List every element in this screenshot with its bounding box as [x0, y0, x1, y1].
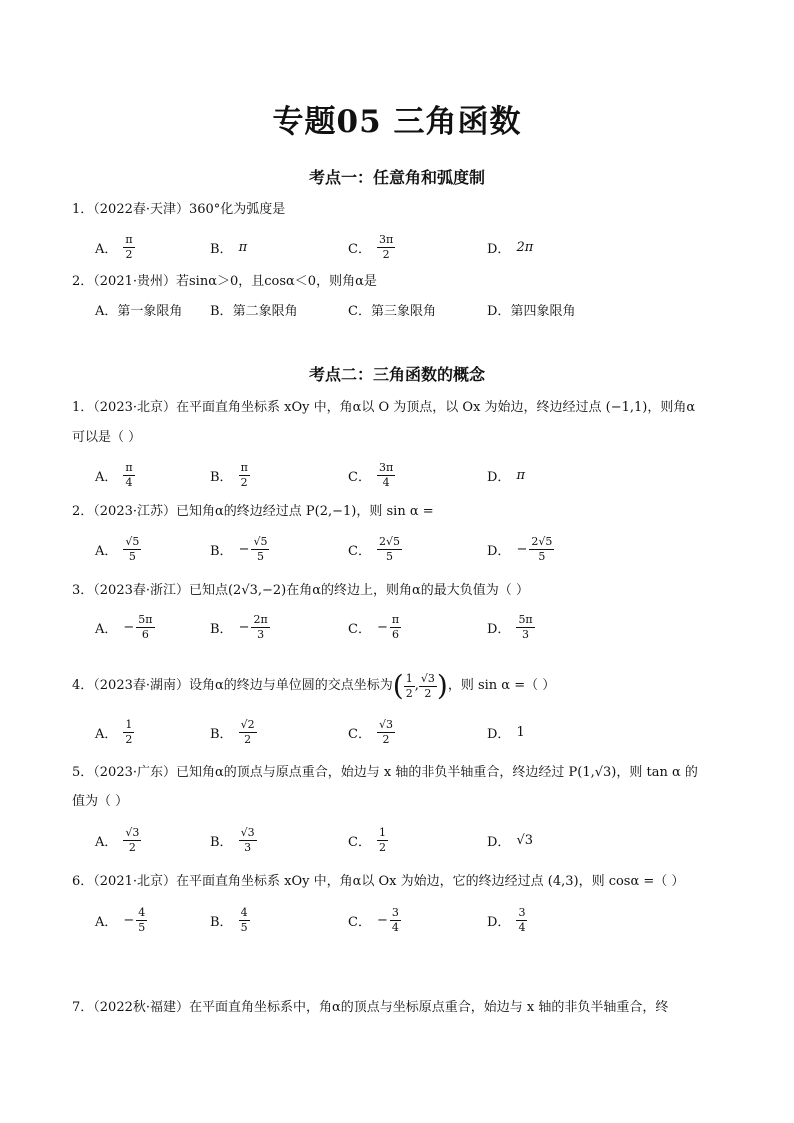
- option-label: B．: [210, 914, 233, 930]
- fraction: [123, 233, 134, 262]
- option-label: C．: [348, 469, 371, 485]
- option-a: [95, 229, 135, 265]
- numerator: 2√5: [531, 534, 553, 548]
- close-paren: ): [436, 669, 448, 702]
- denominator: 2: [378, 840, 386, 854]
- numerator: π: [125, 460, 133, 474]
- numerator: 2√5: [378, 534, 400, 548]
- fraction: [516, 906, 527, 935]
- option-c: [348, 609, 401, 645]
- denominator: 5: [128, 549, 136, 563]
- fraction: [251, 535, 269, 564]
- fraction: [404, 672, 415, 701]
- denominator: 2: [382, 247, 390, 261]
- fraction: [239, 906, 250, 935]
- numerator: 2π: [253, 612, 268, 626]
- option-b: [210, 902, 250, 938]
- fraction: [251, 613, 269, 642]
- fraction: [136, 613, 154, 642]
- denominator: 5: [256, 549, 264, 563]
- option-a: [95, 822, 141, 858]
- option-a: [95, 531, 141, 567]
- option-d: [487, 714, 525, 750]
- denominator: 6: [141, 627, 149, 641]
- option-label: D．: [487, 543, 511, 559]
- option-label: C．: [348, 543, 371, 559]
- options-s2-q3: [0, 609, 794, 645]
- options-s1-q1: [0, 229, 794, 265]
- question-s2-q1-cont: 可以是（ ）: [72, 430, 142, 445]
- fraction: [377, 535, 402, 564]
- options-s2-q4: [0, 714, 794, 750]
- fraction: [377, 826, 388, 855]
- numerator: 4: [240, 905, 248, 919]
- option-text: 第一象限角: [117, 304, 183, 319]
- minus-sign: −: [376, 619, 388, 635]
- minus-sign: −: [123, 619, 135, 635]
- question-text-after: ，则 sin α =（ ）: [447, 678, 556, 693]
- section-heading-2: 考点二：三角函数的概念: [308, 365, 485, 384]
- option-b: [210, 822, 257, 858]
- fraction: [377, 718, 395, 747]
- numerator: π: [125, 232, 133, 246]
- option-text: π: [516, 467, 525, 483]
- option-label: A．: [95, 543, 118, 559]
- fraction: [390, 906, 401, 935]
- option-a: [95, 902, 147, 938]
- option-text: 2π: [516, 239, 534, 255]
- numerator: π: [391, 612, 400, 626]
- option-d: [487, 609, 535, 645]
- numerator: √5: [125, 534, 140, 548]
- denominator: 5: [138, 920, 146, 934]
- fraction: [419, 672, 437, 701]
- numerator: √5: [253, 534, 268, 548]
- option-b: [210, 300, 298, 319]
- denominator: 5: [385, 549, 393, 563]
- fraction: [123, 718, 134, 747]
- option-a: [95, 457, 135, 493]
- option-c: [348, 902, 401, 938]
- option-label: A．: [95, 304, 118, 319]
- numerator: π: [240, 460, 248, 474]
- numerator: √3: [378, 717, 393, 731]
- option-label: B．: [210, 621, 233, 637]
- minus-sign: −: [123, 912, 135, 928]
- option-b: [210, 714, 257, 750]
- option-label: D．: [487, 621, 511, 637]
- denominator: 5: [240, 920, 248, 934]
- minus-sign: −: [238, 541, 250, 557]
- denominator: 5: [538, 549, 546, 563]
- option-label: B．: [210, 543, 233, 559]
- fraction: [239, 718, 257, 747]
- open-paren: (: [392, 669, 404, 702]
- fraction: [377, 461, 395, 490]
- options-s2-q6: [0, 902, 794, 938]
- option-label: C．: [348, 241, 371, 257]
- option-d: [487, 902, 527, 938]
- option-c: [348, 229, 395, 265]
- option-text: 第二象限角: [232, 304, 298, 319]
- fraction: [377, 233, 395, 262]
- question-s1-q1: 1．（2022春·天津）360°化为弧度是: [72, 202, 286, 217]
- denominator: 2: [405, 686, 413, 700]
- option-label: A．: [95, 726, 118, 742]
- question-s2-q5-cont: 值为（ ）: [72, 794, 129, 809]
- option-label: B．: [210, 834, 233, 850]
- option-label: D．: [487, 241, 511, 257]
- numerator: √2: [240, 717, 255, 731]
- denominator: 4: [391, 920, 399, 934]
- option-label: C．: [348, 621, 371, 637]
- option-b: [210, 609, 270, 645]
- option-label: B．: [210, 469, 233, 485]
- option-text: 第四象限角: [510, 304, 576, 319]
- option-label: B．: [210, 726, 233, 742]
- numerator: 4: [138, 905, 146, 919]
- option-b: [210, 457, 250, 493]
- numerator: √3: [240, 825, 255, 839]
- numerator: 1: [378, 825, 386, 839]
- numerator: 3: [391, 905, 399, 919]
- option-a: [95, 714, 134, 750]
- option-d: [487, 300, 575, 319]
- option-label: C．: [348, 304, 371, 319]
- option-label: D．: [487, 834, 511, 850]
- option-a: [95, 609, 155, 645]
- fraction: [123, 826, 141, 855]
- denominator: 3: [257, 627, 265, 641]
- option-c: [348, 531, 402, 567]
- option-label: A．: [95, 621, 118, 637]
- denominator: 2: [424, 686, 432, 700]
- option-b: [210, 531, 269, 567]
- option-label: C．: [348, 914, 371, 930]
- minus-sign: −: [376, 912, 388, 928]
- option-label: D．: [487, 469, 511, 485]
- option-c: [348, 714, 395, 750]
- fraction: [516, 613, 534, 642]
- fraction: [123, 535, 141, 564]
- question-s2-q5: 5．（2023·广东）已知角α的顶点与原点重合，始边与 x 轴的非负半轴重合，终边经过 P(1,√3)，则 tan α 的: [72, 765, 698, 780]
- minus-sign: −: [516, 541, 528, 557]
- fraction: [239, 826, 257, 855]
- numerator: 3: [518, 905, 526, 919]
- fraction: [390, 613, 401, 642]
- option-label: A．: [95, 469, 118, 485]
- option-c: [348, 300, 436, 319]
- denominator: 3: [522, 627, 530, 641]
- denominator: 4: [382, 475, 390, 489]
- option-d: [487, 822, 533, 858]
- option-c: [348, 457, 395, 493]
- option-label: B．: [210, 241, 233, 257]
- fraction: [239, 461, 250, 490]
- option-c: [348, 822, 388, 858]
- option-label: B．: [210, 304, 233, 319]
- question-text: 4．（2023春·湖南）设角α的终边与单位圆的交点坐标为: [72, 678, 393, 693]
- option-b: [210, 229, 247, 265]
- options-s2-q5: [0, 822, 794, 858]
- numerator: 1: [405, 671, 413, 685]
- options-s1-q2: [0, 300, 794, 320]
- numerator: √3: [125, 825, 140, 839]
- option-a: [95, 300, 182, 319]
- option-label: C．: [348, 726, 371, 742]
- fraction: [136, 906, 147, 935]
- numerator: 1: [125, 717, 133, 731]
- denominator: 3: [244, 840, 252, 854]
- numerator: 5π: [518, 612, 533, 626]
- section-heading-1: 考点一：任意角和弧度制: [308, 168, 485, 187]
- options-s2-q1: [0, 457, 794, 493]
- question-s2-q3: 3．（2023春·浙江）已知点(2√3,−2)在角α的终边上，则角α的最大负值为（ ）: [72, 583, 529, 598]
- option-text: √3: [516, 832, 533, 848]
- numerator: √3: [420, 671, 435, 685]
- option-label: D．: [487, 914, 511, 930]
- option-label: A．: [95, 241, 118, 257]
- denominator: 2: [125, 732, 133, 746]
- question-s2-q7: 7．（2022秋·福建）在平面直角坐标系中，角α的顶点与坐标原点重合，始边与 x 轴的非负半轴重合，终: [72, 1000, 669, 1015]
- numerator: 3π: [378, 232, 394, 246]
- option-d: [487, 531, 554, 567]
- question-s2-q4: [72, 664, 555, 708]
- option-label: D．: [487, 304, 511, 319]
- denominator: 2: [240, 475, 248, 489]
- page-title: 专题05 三角函数: [272, 104, 522, 140]
- option-text: π: [238, 239, 248, 255]
- option-label: D．: [487, 726, 511, 742]
- option-label: C．: [348, 834, 371, 850]
- question-s1-q2: 2．（2021·贵州）若sinα＞0，且cosα＜0，则角α是: [72, 274, 377, 289]
- comma: ,: [414, 678, 419, 693]
- option-text: 第三象限角: [370, 304, 436, 319]
- numerator: 3π: [378, 460, 394, 474]
- minus-sign: −: [238, 619, 250, 635]
- denominator: 6: [391, 627, 399, 641]
- question-s2-q6: 6．（2021·北京）在平面直角坐标系 xOy 中，角α以 Ox 为始边，它的终边经过点 (4,3)，则 cosα =（ ）: [72, 874, 685, 889]
- numerator: 5π: [138, 612, 153, 626]
- option-text: 1: [516, 724, 525, 740]
- denominator: 4: [518, 920, 526, 934]
- fraction: [529, 535, 554, 564]
- question-s2-q2: 2．（2023·江苏）已知角α的终边经过点 P(2,−1)，则 sin α =: [72, 504, 434, 519]
- option-d: [487, 457, 525, 493]
- question-s2-q1: 1．（2023·北京）在平面直角坐标系 xOy 中，角α以 O 为顶点，以 Ox 为始边，终边经过点 (−1,1)，则角α: [72, 400, 696, 415]
- denominator: 4: [125, 475, 133, 489]
- option-label: A．: [95, 914, 118, 930]
- fraction: [123, 461, 134, 490]
- denominator: 2: [125, 247, 133, 261]
- denominator: 2: [244, 732, 252, 746]
- option-d: [487, 229, 533, 265]
- denominator: 2: [382, 732, 390, 746]
- option-label: A．: [95, 834, 118, 850]
- denominator: 2: [128, 840, 136, 854]
- options-s2-q2: [0, 531, 794, 567]
